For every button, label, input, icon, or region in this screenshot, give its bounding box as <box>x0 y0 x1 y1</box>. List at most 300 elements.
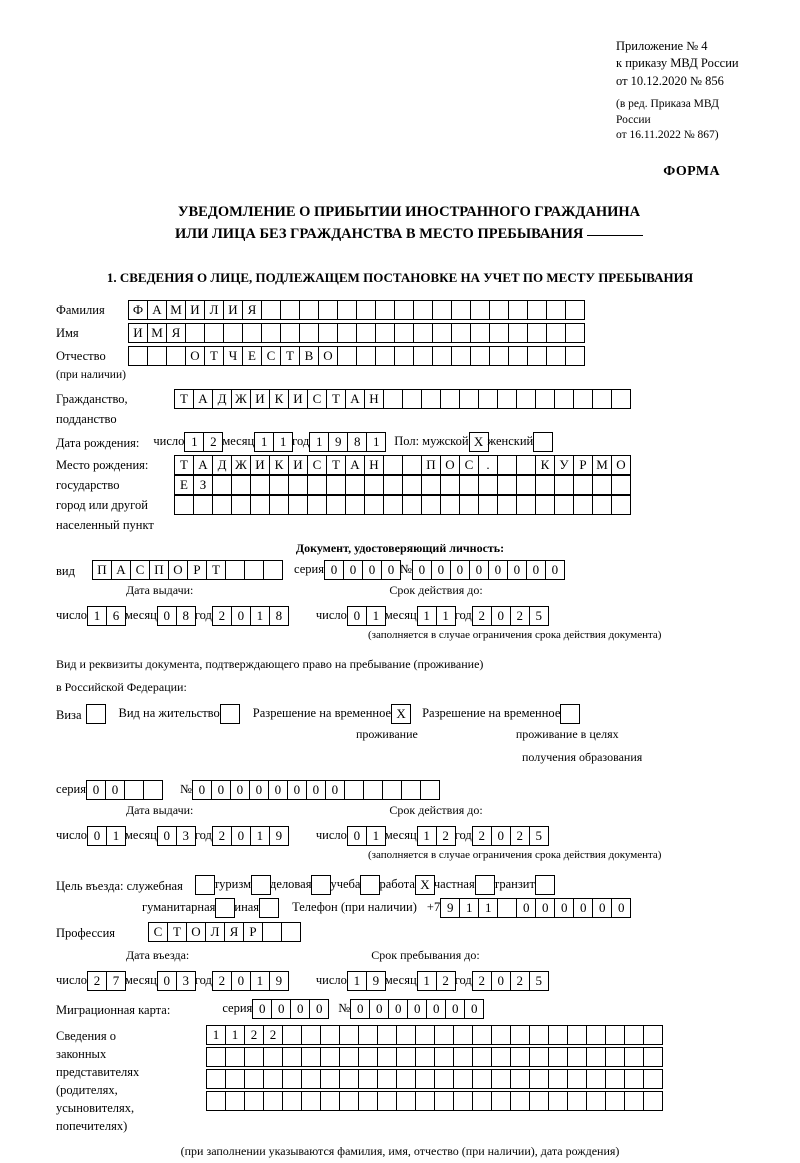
char-cell[interactable] <box>401 780 421 800</box>
char-cell[interactable]: 2 <box>510 826 530 846</box>
char-cell[interactable]: 1 <box>254 432 274 452</box>
char-cell[interactable] <box>472 1047 492 1067</box>
char-cell[interactable] <box>375 323 395 343</box>
char-cell[interactable]: 9 <box>269 826 289 846</box>
citizenship-input[interactable] <box>174 389 630 409</box>
char-cell[interactable] <box>554 475 574 495</box>
char-cell[interactable]: 1 <box>417 606 437 626</box>
purpose-study-checkbox[interactable] <box>360 875 379 895</box>
char-cell[interactable] <box>280 323 300 343</box>
char-cell[interactable] <box>470 300 490 320</box>
char-cell[interactable]: К <box>269 389 289 409</box>
char-cell[interactable] <box>548 1047 568 1067</box>
char-cell[interactable] <box>478 475 498 495</box>
char-cell[interactable] <box>215 898 235 918</box>
char-cell[interactable]: О <box>186 922 206 942</box>
char-cell[interactable] <box>475 875 495 895</box>
char-cell[interactable]: 1 <box>366 432 386 452</box>
char-cell[interactable]: 0 <box>431 560 451 580</box>
char-cell[interactable] <box>643 1069 663 1089</box>
char-cell[interactable] <box>356 300 376 320</box>
stay-year-input[interactable] <box>472 971 548 991</box>
char-cell[interactable] <box>311 875 331 895</box>
char-cell[interactable] <box>195 875 215 895</box>
char-cell[interactable] <box>339 1069 359 1089</box>
char-cell[interactable] <box>605 1069 625 1089</box>
char-cell[interactable] <box>432 346 452 366</box>
char-cell[interactable]: С <box>130 560 150 580</box>
char-cell[interactable] <box>318 323 338 343</box>
char-cell[interactable] <box>643 1047 663 1067</box>
permit-issue-year-input[interactable] <box>212 826 288 846</box>
char-cell[interactable] <box>529 1025 549 1045</box>
char-cell[interactable] <box>225 560 245 580</box>
char-cell[interactable] <box>377 1069 397 1089</box>
char-cell[interactable]: С <box>261 346 281 366</box>
char-cell[interactable]: 0 <box>350 999 370 1019</box>
legal-reps-row-1[interactable] <box>206 1025 662 1045</box>
doc-valid-year-input[interactable] <box>472 606 548 626</box>
char-cell[interactable]: Н <box>364 455 384 475</box>
name-input[interactable] <box>128 323 584 343</box>
char-cell[interactable]: С <box>307 389 327 409</box>
char-cell[interactable]: 1 <box>347 971 367 991</box>
entry-month-input[interactable] <box>157 971 195 991</box>
char-cell[interactable] <box>624 1069 644 1089</box>
char-cell[interactable] <box>453 1069 473 1089</box>
char-cell[interactable] <box>421 475 441 495</box>
char-cell[interactable]: 0 <box>426 999 446 1019</box>
char-cell[interactable] <box>281 922 301 942</box>
char-cell[interactable] <box>497 898 517 918</box>
char-cell[interactable]: 0 <box>573 898 593 918</box>
char-cell[interactable] <box>451 300 471 320</box>
char-cell[interactable]: . <box>478 455 498 475</box>
char-cell[interactable] <box>326 475 346 495</box>
birth-place-input-line2[interactable] <box>174 475 630 495</box>
char-cell[interactable]: И <box>223 300 243 320</box>
char-cell[interactable] <box>643 1025 663 1045</box>
char-cell[interactable]: А <box>345 389 365 409</box>
char-cell[interactable]: 0 <box>362 560 382 580</box>
char-cell[interactable] <box>288 475 308 495</box>
char-cell[interactable] <box>527 300 547 320</box>
char-cell[interactable]: 0 <box>231 826 251 846</box>
char-cell[interactable] <box>383 389 403 409</box>
char-cell[interactable]: И <box>288 389 308 409</box>
char-cell[interactable]: П <box>421 455 441 475</box>
char-cell[interactable]: 0 <box>249 780 269 800</box>
char-cell[interactable] <box>250 495 270 515</box>
char-cell[interactable]: П <box>92 560 112 580</box>
char-cell[interactable]: М <box>166 300 186 320</box>
char-cell[interactable] <box>288 495 308 515</box>
char-cell[interactable] <box>415 1069 435 1089</box>
char-cell[interactable]: 0 <box>445 999 465 1019</box>
char-cell[interactable] <box>472 1025 492 1045</box>
char-cell[interactable] <box>497 475 517 495</box>
char-cell[interactable] <box>282 1025 302 1045</box>
char-cell[interactable]: 0 <box>290 999 310 1019</box>
char-cell[interactable] <box>244 1047 264 1067</box>
edu-residence-checkbox[interactable] <box>560 704 579 724</box>
char-cell[interactable] <box>529 1091 549 1111</box>
char-cell[interactable]: 2 <box>472 826 492 846</box>
char-cell[interactable]: 0 <box>306 780 326 800</box>
char-cell[interactable]: 2 <box>472 971 492 991</box>
char-cell[interactable]: И <box>250 455 270 475</box>
char-cell[interactable]: 8 <box>176 606 196 626</box>
char-cell[interactable] <box>516 475 536 495</box>
char-cell[interactable] <box>624 1047 644 1067</box>
char-cell[interactable]: Я <box>166 323 186 343</box>
char-cell[interactable]: 5 <box>529 971 549 991</box>
char-cell[interactable] <box>225 1091 245 1111</box>
doc-issue-year-input[interactable] <box>212 606 288 626</box>
char-cell[interactable] <box>529 1047 549 1067</box>
char-cell[interactable] <box>624 1025 644 1045</box>
char-cell[interactable] <box>611 475 631 495</box>
char-cell[interactable] <box>491 1091 511 1111</box>
char-cell[interactable] <box>451 346 471 366</box>
char-cell[interactable] <box>453 1025 473 1045</box>
purpose-transit-checkbox[interactable] <box>535 875 554 895</box>
doc-valid-month-input[interactable] <box>417 606 455 626</box>
char-cell[interactable] <box>394 300 414 320</box>
char-cell[interactable]: 0 <box>491 606 511 626</box>
char-cell[interactable] <box>434 1047 454 1067</box>
char-cell[interactable]: 2 <box>510 606 530 626</box>
char-cell[interactable] <box>478 389 498 409</box>
char-cell[interactable]: П <box>149 560 169 580</box>
char-cell[interactable]: 0 <box>554 898 574 918</box>
char-cell[interactable]: 3 <box>176 971 196 991</box>
char-cell[interactable] <box>223 323 243 343</box>
char-cell[interactable] <box>339 1025 359 1045</box>
char-cell[interactable] <box>320 1047 340 1067</box>
char-cell[interactable] <box>459 475 479 495</box>
char-cell[interactable] <box>383 455 403 475</box>
char-cell[interactable] <box>611 495 631 515</box>
char-cell[interactable]: О <box>440 455 460 475</box>
char-cell[interactable] <box>478 495 498 515</box>
char-cell[interactable]: 8 <box>269 606 289 626</box>
legal-reps-row-3[interactable] <box>206 1069 662 1089</box>
char-cell[interactable]: Ч <box>223 346 243 366</box>
char-cell[interactable] <box>491 1025 511 1045</box>
char-cell[interactable]: 8 <box>347 432 367 452</box>
char-cell[interactable]: 1 <box>417 971 437 991</box>
char-cell[interactable]: Р <box>187 560 207 580</box>
char-cell[interactable]: 0 <box>464 999 484 1019</box>
char-cell[interactable] <box>263 1091 283 1111</box>
doc-type-input[interactable] <box>92 560 282 580</box>
char-cell[interactable] <box>204 323 224 343</box>
char-cell[interactable] <box>497 495 517 515</box>
char-cell[interactable] <box>451 323 471 343</box>
char-cell[interactable]: 0 <box>450 560 470 580</box>
char-cell[interactable]: 1 <box>417 826 437 846</box>
char-cell[interactable]: С <box>459 455 479 475</box>
char-cell[interactable]: 0 <box>105 780 125 800</box>
char-cell[interactable]: 0 <box>192 780 212 800</box>
char-cell[interactable] <box>643 1091 663 1111</box>
char-cell[interactable] <box>434 1069 454 1089</box>
char-cell[interactable]: 0 <box>516 898 536 918</box>
char-cell[interactable] <box>402 389 422 409</box>
char-cell[interactable] <box>174 495 194 515</box>
doc-series-input[interactable] <box>324 560 400 580</box>
char-cell[interactable] <box>565 346 585 366</box>
char-cell[interactable] <box>396 1047 416 1067</box>
char-cell[interactable] <box>225 1047 245 1067</box>
char-cell[interactable]: У <box>554 455 574 475</box>
doc-valid-day-input[interactable] <box>347 606 385 626</box>
char-cell[interactable] <box>250 475 270 495</box>
char-cell[interactable] <box>339 1047 359 1067</box>
char-cell[interactable]: Н <box>364 389 384 409</box>
char-cell[interactable] <box>415 1025 435 1045</box>
char-cell[interactable] <box>269 475 289 495</box>
char-cell[interactable] <box>440 389 460 409</box>
char-cell[interactable]: 9 <box>269 971 289 991</box>
char-cell[interactable] <box>535 475 555 495</box>
char-cell[interactable] <box>242 323 262 343</box>
char-cell[interactable] <box>166 346 186 366</box>
char-cell[interactable] <box>592 389 612 409</box>
char-cell[interactable] <box>567 1025 587 1045</box>
char-cell[interactable] <box>206 1047 226 1067</box>
char-cell[interactable]: Т <box>280 346 300 366</box>
legal-reps-row-2[interactable] <box>206 1047 662 1067</box>
char-cell[interactable]: 1 <box>459 898 479 918</box>
char-cell[interactable] <box>344 780 364 800</box>
char-cell[interactable]: Д <box>212 389 232 409</box>
char-cell[interactable] <box>383 495 403 515</box>
char-cell[interactable] <box>548 1025 568 1045</box>
char-cell[interactable] <box>453 1091 473 1111</box>
char-cell[interactable] <box>394 323 414 343</box>
char-cell[interactable]: 1 <box>309 432 329 452</box>
char-cell[interactable] <box>533 432 553 452</box>
entry-day-input[interactable] <box>87 971 125 991</box>
char-cell[interactable]: 2 <box>263 1025 283 1045</box>
char-cell[interactable]: 0 <box>271 999 291 1019</box>
temp-residence-checkbox[interactable] <box>391 704 410 724</box>
char-cell[interactable] <box>231 475 251 495</box>
char-cell[interactable] <box>434 1025 454 1045</box>
migration-series-input[interactable] <box>252 999 328 1019</box>
char-cell[interactable]: О <box>168 560 188 580</box>
char-cell[interactable]: Т <box>174 389 194 409</box>
char-cell[interactable]: А <box>193 455 213 475</box>
char-cell[interactable] <box>586 1069 606 1089</box>
char-cell[interactable]: 1 <box>250 606 270 626</box>
char-cell[interactable] <box>128 346 148 366</box>
char-cell[interactable]: М <box>147 323 167 343</box>
char-cell[interactable]: С <box>307 455 327 475</box>
char-cell[interactable]: 0 <box>507 560 527 580</box>
char-cell[interactable] <box>251 875 271 895</box>
char-cell[interactable]: 0 <box>231 971 251 991</box>
char-cell[interactable] <box>396 1025 416 1045</box>
char-cell[interactable]: 1 <box>206 1025 226 1045</box>
char-cell[interactable] <box>193 495 213 515</box>
char-cell[interactable]: О <box>185 346 205 366</box>
char-cell[interactable] <box>345 495 365 515</box>
char-cell[interactable]: 0 <box>87 826 107 846</box>
char-cell[interactable]: Я <box>224 922 244 942</box>
char-cell[interactable]: 0 <box>488 560 508 580</box>
char-cell[interactable]: 2 <box>436 971 456 991</box>
char-cell[interactable]: 2 <box>87 971 107 991</box>
char-cell[interactable]: И <box>185 300 205 320</box>
char-cell[interactable]: О <box>611 455 631 475</box>
char-cell[interactable] <box>554 389 574 409</box>
permit-number-input[interactable] <box>192 780 439 800</box>
char-cell[interactable] <box>510 1069 530 1089</box>
char-cell[interactable]: 1 <box>106 826 126 846</box>
char-cell[interactable] <box>554 495 574 515</box>
char-cell[interactable] <box>516 455 536 475</box>
char-cell[interactable]: С <box>148 922 168 942</box>
char-cell[interactable]: Е <box>242 346 262 366</box>
profession-input[interactable] <box>148 922 300 942</box>
char-cell[interactable]: 0 <box>491 826 511 846</box>
char-cell[interactable] <box>263 1047 283 1067</box>
char-cell[interactable] <box>307 475 327 495</box>
char-cell[interactable] <box>259 898 279 918</box>
char-cell[interactable] <box>307 495 327 515</box>
char-cell[interactable]: 0 <box>231 606 251 626</box>
char-cell[interactable]: 1 <box>250 826 270 846</box>
char-cell[interactable] <box>377 1047 397 1067</box>
char-cell[interactable] <box>413 323 433 343</box>
char-cell[interactable] <box>345 475 365 495</box>
char-cell[interactable]: 1 <box>250 971 270 991</box>
char-cell[interactable] <box>320 1025 340 1045</box>
char-cell[interactable]: 0 <box>469 560 489 580</box>
char-cell[interactable]: 0 <box>157 971 177 991</box>
char-cell[interactable] <box>358 1069 378 1089</box>
char-cell[interactable]: В <box>299 346 319 366</box>
char-cell[interactable]: 9 <box>328 432 348 452</box>
char-cell[interactable]: 0 <box>545 560 565 580</box>
char-cell[interactable]: Я <box>242 300 262 320</box>
char-cell[interactable]: 0 <box>407 999 427 1019</box>
char-cell[interactable]: М <box>592 455 612 475</box>
visa-checkbox[interactable] <box>86 704 105 724</box>
char-cell[interactable] <box>421 389 441 409</box>
char-cell[interactable] <box>364 475 384 495</box>
char-cell[interactable] <box>377 1091 397 1111</box>
char-cell[interactable] <box>360 875 380 895</box>
char-cell[interactable] <box>358 1091 378 1111</box>
char-cell[interactable]: 9 <box>366 971 386 991</box>
char-cell[interactable]: 2 <box>244 1025 264 1045</box>
char-cell[interactable]: 0 <box>611 898 631 918</box>
char-cell[interactable]: И <box>128 323 148 343</box>
char-cell[interactable] <box>567 1069 587 1089</box>
char-cell[interactable] <box>185 323 205 343</box>
char-cell[interactable] <box>356 323 376 343</box>
char-cell[interactable] <box>472 1091 492 1111</box>
sex-male-checkbox[interactable] <box>469 432 488 452</box>
purpose-work-checkbox[interactable] <box>415 875 434 895</box>
stay-day-input[interactable] <box>347 971 385 991</box>
legal-reps-row-4[interactable] <box>206 1091 662 1111</box>
char-cell[interactable]: 2 <box>212 606 232 626</box>
char-cell[interactable] <box>337 300 357 320</box>
char-cell[interactable] <box>326 495 346 515</box>
birth-month-input[interactable] <box>254 432 292 452</box>
char-cell[interactable] <box>396 1069 416 1089</box>
char-cell[interactable] <box>527 323 547 343</box>
char-cell[interactable] <box>459 389 479 409</box>
char-cell[interactable] <box>231 495 251 515</box>
char-cell[interactable] <box>510 1047 530 1067</box>
char-cell[interactable] <box>143 780 163 800</box>
char-cell[interactable] <box>535 495 555 515</box>
char-cell[interactable]: 0 <box>157 606 177 626</box>
char-cell[interactable] <box>413 300 433 320</box>
char-cell[interactable]: Л <box>204 300 224 320</box>
char-cell[interactable] <box>529 1069 549 1089</box>
char-cell[interactable]: 0 <box>526 560 546 580</box>
char-cell[interactable]: Т <box>206 560 226 580</box>
char-cell[interactable]: 0 <box>86 780 106 800</box>
char-cell[interactable]: 0 <box>157 826 177 846</box>
char-cell[interactable]: И <box>288 455 308 475</box>
char-cell[interactable]: Х <box>391 704 411 724</box>
char-cell[interactable] <box>573 475 593 495</box>
char-cell[interactable] <box>263 1069 283 1089</box>
sex-female-checkbox[interactable] <box>533 432 552 452</box>
char-cell[interactable] <box>262 922 282 942</box>
char-cell[interactable]: Т <box>326 455 346 475</box>
char-cell[interactable] <box>535 389 555 409</box>
char-cell[interactable]: 0 <box>324 560 344 580</box>
char-cell[interactable]: 5 <box>529 606 549 626</box>
char-cell[interactable] <box>489 323 509 343</box>
char-cell[interactable] <box>611 389 631 409</box>
birth-place-input-line3[interactable] <box>174 495 630 515</box>
char-cell[interactable]: 0 <box>252 999 272 1019</box>
char-cell[interactable]: О <box>318 346 338 366</box>
char-cell[interactable] <box>560 704 580 724</box>
char-cell[interactable]: Т <box>167 922 187 942</box>
char-cell[interactable] <box>282 1091 302 1111</box>
char-cell[interactable] <box>301 1025 321 1045</box>
char-cell[interactable] <box>497 455 517 475</box>
char-cell[interactable] <box>546 346 566 366</box>
char-cell[interactable]: 0 <box>325 780 345 800</box>
char-cell[interactable]: Х <box>415 875 435 895</box>
char-cell[interactable] <box>402 475 422 495</box>
char-cell[interactable]: Ж <box>231 455 251 475</box>
char-cell[interactable]: К <box>535 455 555 475</box>
char-cell[interactable] <box>605 1025 625 1045</box>
purpose-tourism-checkbox[interactable] <box>251 875 270 895</box>
char-cell[interactable] <box>301 1091 321 1111</box>
char-cell[interactable] <box>605 1047 625 1067</box>
char-cell[interactable] <box>491 1069 511 1089</box>
char-cell[interactable] <box>497 389 517 409</box>
char-cell[interactable] <box>396 1091 416 1111</box>
birth-year-input[interactable] <box>309 432 385 452</box>
char-cell[interactable] <box>546 300 566 320</box>
char-cell[interactable]: 7 <box>106 971 126 991</box>
